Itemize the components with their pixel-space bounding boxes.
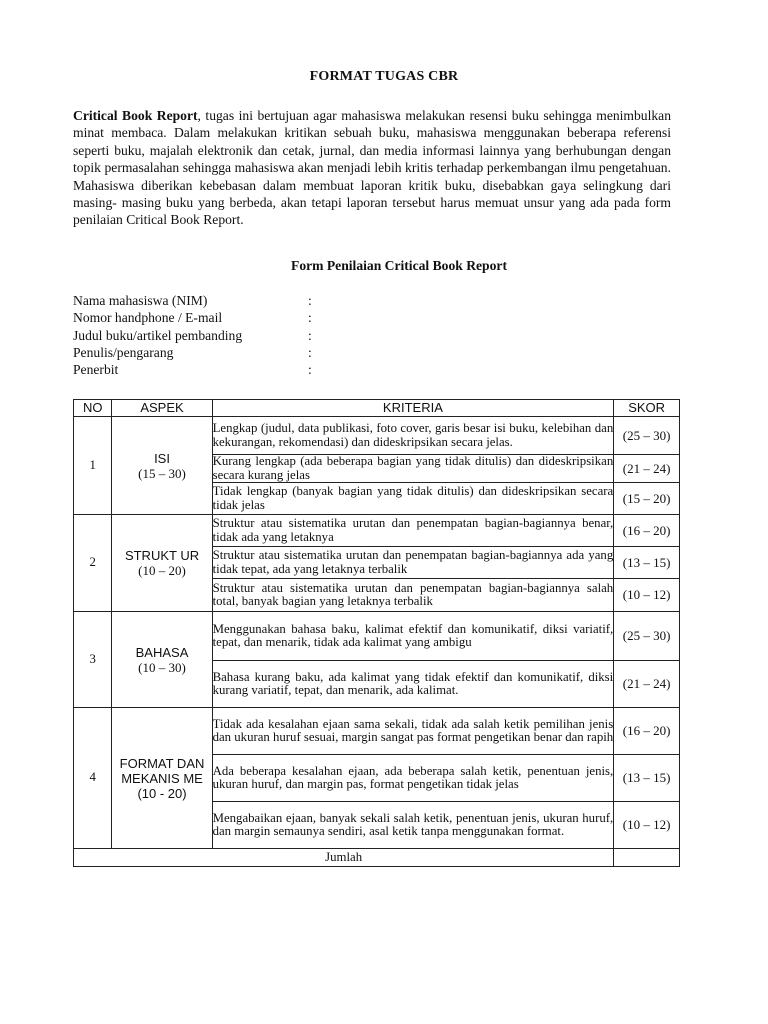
criteria-cell: Struktur atau sistematika urutan dan penempatan bagian-bagiannya benar, tidak ada yang letaknya (212, 515, 614, 547)
field-colon: : (308, 344, 312, 360)
field-row (73, 309, 373, 326)
table-row (74, 708, 680, 755)
score-cell: (10 – 12) (614, 579, 680, 612)
intro-body: , tugas ini bertujuan agar mahasiswa melakukan resensi buku sehingga menimbulkan minat membaca. Dalam melakukan kritikan sebuah buku, mahasiswa menggunakan beberapa referensi seperti buku, majalah elektronik dan cetak, jurnal, dan media informasi lainnya yang berhubungan dengan topik permasalahan sehingga mahasiswa akan menjadi lebih kritis terhadap perkembangan ilmu pengetahuan. Mahasiswa diberikan kebebasan dalam membuat laporan kritik buku, disebabkan gaya selingkung dari masing- masing buku yang berbeda, akan tetapi laporan tersebut harus memuat unsur yang ada pada form penilaian Critical Book Report. (73, 108, 671, 228)
table-row (74, 417, 680, 455)
field-label: Penulis/pengarang (73, 344, 174, 360)
field-label: Judul buku/artikel pembanding (73, 327, 243, 343)
criteria-cell: Bahasa kurang baku, ada kalimat yang tidak efektif dan komunikatif, diksi kurang variatif, tepat, dan menarik, ada kalimat. (212, 661, 614, 708)
field-label: Nomor handphone / E-mail (73, 310, 223, 326)
aspect-cell (112, 417, 212, 515)
criteria-cell: Mengabaikan ejaan, banyak sekali salah ketik, penentuan jenis, ukuran huruf, dan margin semaunya sendiri, asal ketik tanpa menggunakan format. (212, 802, 614, 849)
table-header-row (74, 400, 680, 417)
aspect-name: ISI (154, 450, 170, 466)
document-title: FORMAT TUGAS CBR (309, 69, 459, 84)
field-label: Penerbit (73, 362, 119, 378)
total-row (74, 849, 680, 867)
criteria-cell: Tidak ada kesalahan ejaan sama sekali, tidak ada salah ketik pemilihan jenis dan ukuran huruf sesuai, margin sangat pas format pengetikan benar dan rapih (212, 708, 614, 755)
field-row (73, 327, 373, 344)
field-colon: : (308, 310, 312, 326)
total-score (614, 849, 680, 867)
form-title: Form Penilaian Critical Book Report (291, 258, 507, 273)
aspect-range: (15 – 30) (138, 465, 186, 481)
row-number: 3 (74, 612, 112, 708)
score-cell: (16 – 20) (614, 515, 680, 547)
criteria-cell: Ada beberapa kesalahan ejaan, ada beberapa salah ketik, penentuan jenis, ukuran huruf, dan margin pas, format pengetikan tidak jelas (212, 755, 614, 802)
field-row (73, 344, 373, 361)
field-row (73, 292, 373, 309)
score-cell: (10 – 12) (614, 802, 680, 849)
row-number: 2 (74, 515, 112, 612)
field-colon: : (308, 293, 312, 308)
criteria-cell: Kurang lengkap (ada beberapa bagian yang tidak ditulis) dan dideskripsikan secara kurang jelas (212, 454, 614, 482)
row-number: 1 (74, 417, 112, 515)
field-row (73, 361, 373, 378)
aspect-range: (10 – 30) (138, 659, 186, 675)
intro-lead: Critical Book Report (73, 108, 198, 123)
total-label: Jumlah (74, 849, 614, 867)
criteria-cell: Struktur atau sistematika urutan dan penempatan bagian-bagiannya salah total, banyak bagian yang letaknya terbalik (212, 579, 614, 612)
aspect-cell (112, 515, 212, 612)
aspect-cell (112, 612, 212, 708)
assessment-table (73, 399, 680, 867)
table-row (74, 612, 680, 661)
header-skor: SKOR (614, 400, 680, 417)
field-colon: : (308, 327, 312, 343)
score-cell: (16 – 20) (614, 708, 680, 755)
identity-fields (73, 292, 373, 378)
header-aspek: ASPEK (112, 400, 212, 417)
score-cell: (25 – 30) (614, 417, 680, 455)
criteria-cell: Menggunakan bahasa baku, kalimat efektif dan komunikatif, diksi variatif, tepat, dan menarik, tidak ada kalimat yang ambigu (212, 612, 614, 661)
aspect-range: (10 – 20) (138, 563, 186, 578)
criteria-cell: Lengkap (judul, data publikasi, foto cover, garis besar isi buku, kelebihan dan kekurangan, rekomendasi) dan dideskripsikan secara jelas. (212, 417, 614, 455)
criteria-cell: Tidak lengkap (banyak bagian yang tidak ditulis) dan dideskripsikan secara tidak jelas (212, 483, 614, 515)
row-number: 4 (74, 708, 112, 849)
score-cell: (13 – 15) (614, 755, 680, 802)
score-cell: (13 – 15) (614, 547, 680, 579)
score-cell: (21 – 24) (614, 455, 680, 483)
header-no: NO (74, 400, 112, 417)
aspect-name: STRUKT UR (124, 548, 200, 563)
table-row (74, 515, 680, 547)
header-kriteria: KRITERIA (212, 400, 614, 417)
score-cell: (15 – 20) (614, 483, 680, 515)
aspect-cell (112, 708, 212, 849)
field-colon: : (308, 362, 312, 378)
field-label: Nama mahasiswa (NIM) (73, 293, 208, 308)
aspect-name: FORMAT DAN MEKANIS ME (10 - 20) (119, 755, 205, 801)
score-cell: (25 – 30) (614, 612, 680, 661)
criteria-cell: Struktur atau sistematika urutan dan penempatan bagian-bagiannya ada yang tidak tepat, ada yang letaknya terbalik (212, 547, 614, 579)
score-cell: (21 – 24) (614, 661, 680, 708)
intro-paragraph (73, 107, 671, 229)
aspect-name: BAHASA (135, 644, 189, 660)
